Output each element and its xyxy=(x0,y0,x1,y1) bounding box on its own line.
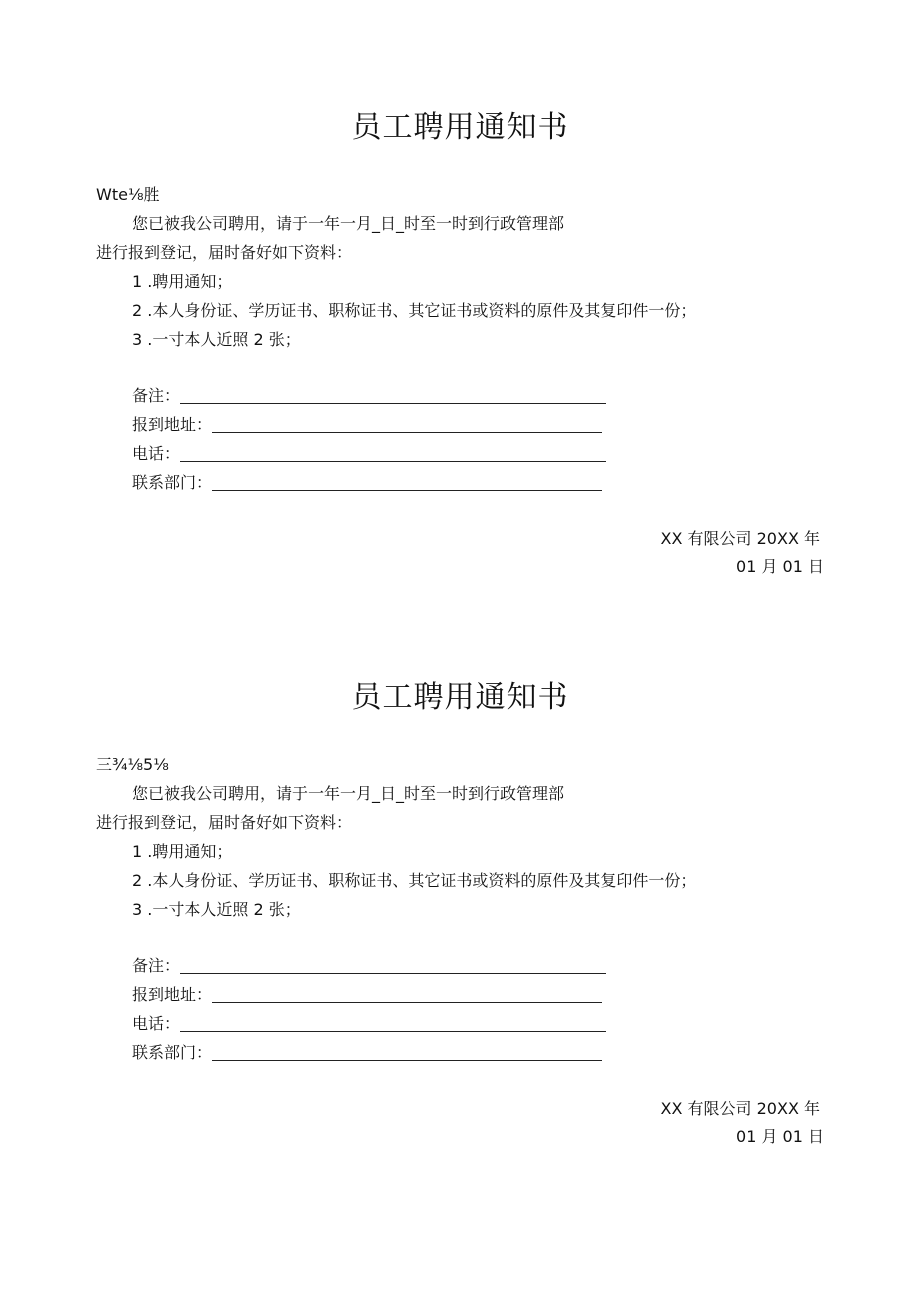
contact-dept-blank-line xyxy=(212,1059,602,1061)
remark-label: 备注： xyxy=(132,956,181,975)
address-blank-line xyxy=(212,431,602,433)
phone-blank-line xyxy=(180,1030,606,1032)
body-line-1: 您已被我公司聘用，请于一年一月_日_时至一时到行政管理部 xyxy=(132,784,565,803)
address-label: 报到地址： xyxy=(132,415,213,434)
company-signature: XX 有限公司 20XX 年 xyxy=(660,529,820,548)
body-line-1: 您已被我公司聘用，请于一年一月_日_时至一时到行政管理部 xyxy=(132,214,565,233)
remark-field xyxy=(132,385,606,407)
phone-label: 电话： xyxy=(132,1014,181,1033)
notice-title: 员工聘用通知书 xyxy=(351,110,569,145)
phone-label: 电话： xyxy=(132,444,181,463)
employment-notice-1 xyxy=(0,0,920,576)
company-signature: XX 有限公司 20XX 年 xyxy=(660,1099,820,1118)
address-field xyxy=(132,414,602,436)
list-item: 1 .聘用通知； xyxy=(132,272,233,291)
body-line-2: 进行报到登记，届时备好如下资料： xyxy=(96,243,353,262)
phone-field xyxy=(132,443,606,465)
signature-date: 01 月 01 日 xyxy=(736,1127,824,1146)
address-field xyxy=(132,984,602,1006)
contact-dept-field xyxy=(132,1042,602,1064)
notice-title: 员工聘用通知书 xyxy=(351,680,569,715)
employment-notice-2 xyxy=(0,570,920,1146)
remark-blank-line xyxy=(180,972,606,974)
contact-dept-field xyxy=(132,472,602,494)
remark-label: 备注： xyxy=(132,386,181,405)
body-line-2: 进行报到登记，届时备好如下资料： xyxy=(96,813,353,832)
remark-blank-line xyxy=(180,402,606,404)
list-item: 2 .本人身份证、学历证书、职称证书、其它证书或资料的原件及其复印件一份； xyxy=(132,301,697,320)
salutation: 三¾⅛5⅛ xyxy=(96,755,169,774)
list-item: 3 .一寸本人近照 2 张； xyxy=(132,330,301,349)
list-item: 2 .本人身份证、学历证书、职称证书、其它证书或资料的原件及其复印件一份； xyxy=(132,871,697,890)
address-label: 报到地址： xyxy=(132,985,213,1004)
list-item: 3 .一寸本人近照 2 张； xyxy=(132,900,301,919)
list-item: 1 .聘用通知； xyxy=(132,842,233,861)
address-blank-line xyxy=(212,1001,602,1003)
contact-dept-label: 联系部门： xyxy=(132,1043,213,1062)
remark-field xyxy=(132,955,606,977)
phone-blank-line xyxy=(180,460,606,462)
signature-date: 01 月 01 日 xyxy=(736,557,824,576)
phone-field xyxy=(132,1013,606,1035)
contact-dept-blank-line xyxy=(212,489,602,491)
salutation: Wte⅛胜 xyxy=(96,185,160,204)
contact-dept-label: 联系部门： xyxy=(132,473,213,492)
